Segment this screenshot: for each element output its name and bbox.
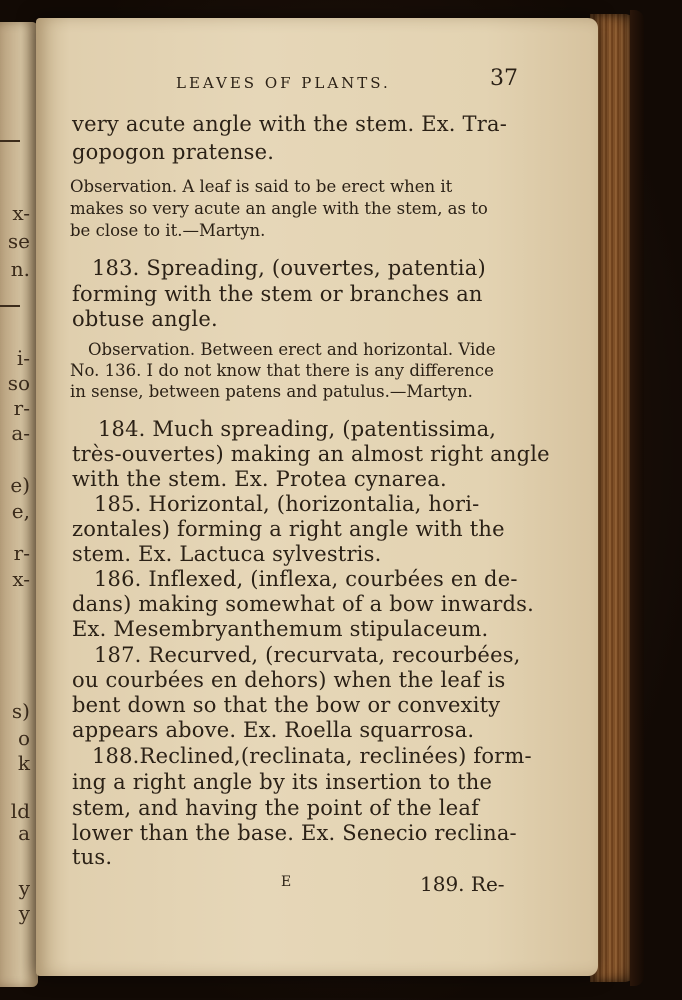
text-line: stem. Ex. Lactuca sylvestris. bbox=[72, 542, 382, 566]
margin-fragment: y bbox=[18, 876, 30, 900]
text-line: zontales) forming a right angle with the bbox=[72, 517, 505, 541]
text-line: lower than the base. Ex. Senecio reclina- bbox=[72, 821, 517, 845]
entry-186-line: 186. Inflexed, (inflexa, courbées en de- bbox=[94, 567, 518, 591]
previous-page-edge bbox=[0, 22, 38, 987]
observation-line: Observation. A leaf is said to be erect when it bbox=[70, 177, 453, 196]
margin-fragment: ld bbox=[10, 799, 30, 823]
margin-fragment: i- bbox=[16, 346, 30, 370]
text-line: ing a right angle by its insertion to the bbox=[72, 770, 493, 794]
margin-fragment: n. bbox=[10, 257, 30, 281]
text-line: with the stem. Ex. Protea cynarea. bbox=[72, 467, 447, 491]
margin-fragment: k bbox=[17, 751, 30, 775]
margin-rule bbox=[0, 140, 20, 142]
page-number: 37 bbox=[490, 66, 518, 91]
margin-fragment: s) bbox=[11, 699, 30, 723]
observation-line: in sense, between patens and patulus.—Martyn. bbox=[70, 382, 473, 401]
book-cover-edge bbox=[630, 10, 644, 986]
margin-fragment: se bbox=[7, 229, 30, 253]
text-line: bent down so that the bow or convexity bbox=[72, 693, 501, 717]
catchword: 189. Re- bbox=[420, 872, 505, 896]
text-line: very acute angle with the stem. Ex. Tra- bbox=[72, 112, 508, 136]
margin-fragment: x- bbox=[12, 567, 30, 591]
text-line: appears above. Ex. Roella squarrosa. bbox=[72, 718, 475, 742]
observation-line: makes so very acute an angle with the stem, as to bbox=[70, 199, 488, 218]
entry-187-line: 187. Recurved, (recurvata, recourbées, bbox=[94, 643, 521, 667]
text-line: gopogon pratense. bbox=[72, 140, 275, 164]
margin-fragment: a bbox=[18, 821, 30, 845]
observation-line: No. 136. I do not know that there is any difference bbox=[70, 361, 494, 380]
margin-fragment: o bbox=[17, 726, 30, 750]
margin-fragment: r- bbox=[13, 396, 30, 420]
observation-line: Observation. Between erect and horizontal. Vide bbox=[88, 340, 496, 359]
text-line: dans) making somewhat of a bow inwards. bbox=[72, 592, 535, 616]
entry-183-line: 183. Spreading, (ouvertes, patentia) bbox=[92, 256, 486, 280]
margin-fragment: so bbox=[7, 371, 30, 395]
margin-fragment: r- bbox=[13, 541, 30, 565]
text-line: tus. bbox=[72, 845, 113, 869]
text-line: très-ouvertes) making an almost right angle bbox=[72, 442, 550, 466]
margin-fragment: y bbox=[18, 901, 30, 925]
running-title: LEAVES OF PLANTS. bbox=[176, 74, 391, 92]
text-line: ou courbées en dehors) when the leaf is bbox=[72, 668, 506, 692]
margin-rule bbox=[0, 305, 20, 307]
text-line: forming with the stem or branches an bbox=[72, 282, 483, 306]
text-line: stem, and having the point of the leaf bbox=[72, 796, 480, 820]
margin-fragment: e, bbox=[11, 499, 30, 523]
margin-fragment: e) bbox=[10, 473, 30, 497]
text-line: Ex. Mesembryanthemum stipulaceum. bbox=[72, 617, 489, 641]
entry-184-line: 184. Much spreading, (patentissima, bbox=[98, 417, 497, 441]
signature-mark: E bbox=[281, 874, 292, 890]
entry-188-line: 188.Reclined,(reclinata, reclinées) form- bbox=[92, 744, 532, 768]
margin-fragment: a- bbox=[11, 421, 30, 445]
margin-fragment: x- bbox=[12, 201, 30, 225]
observation-line: be close to it.—Martyn. bbox=[70, 221, 266, 240]
text-line: obtuse angle. bbox=[72, 307, 218, 331]
entry-185-line: 185. Horizontal, (horizontalia, hori- bbox=[94, 492, 480, 516]
